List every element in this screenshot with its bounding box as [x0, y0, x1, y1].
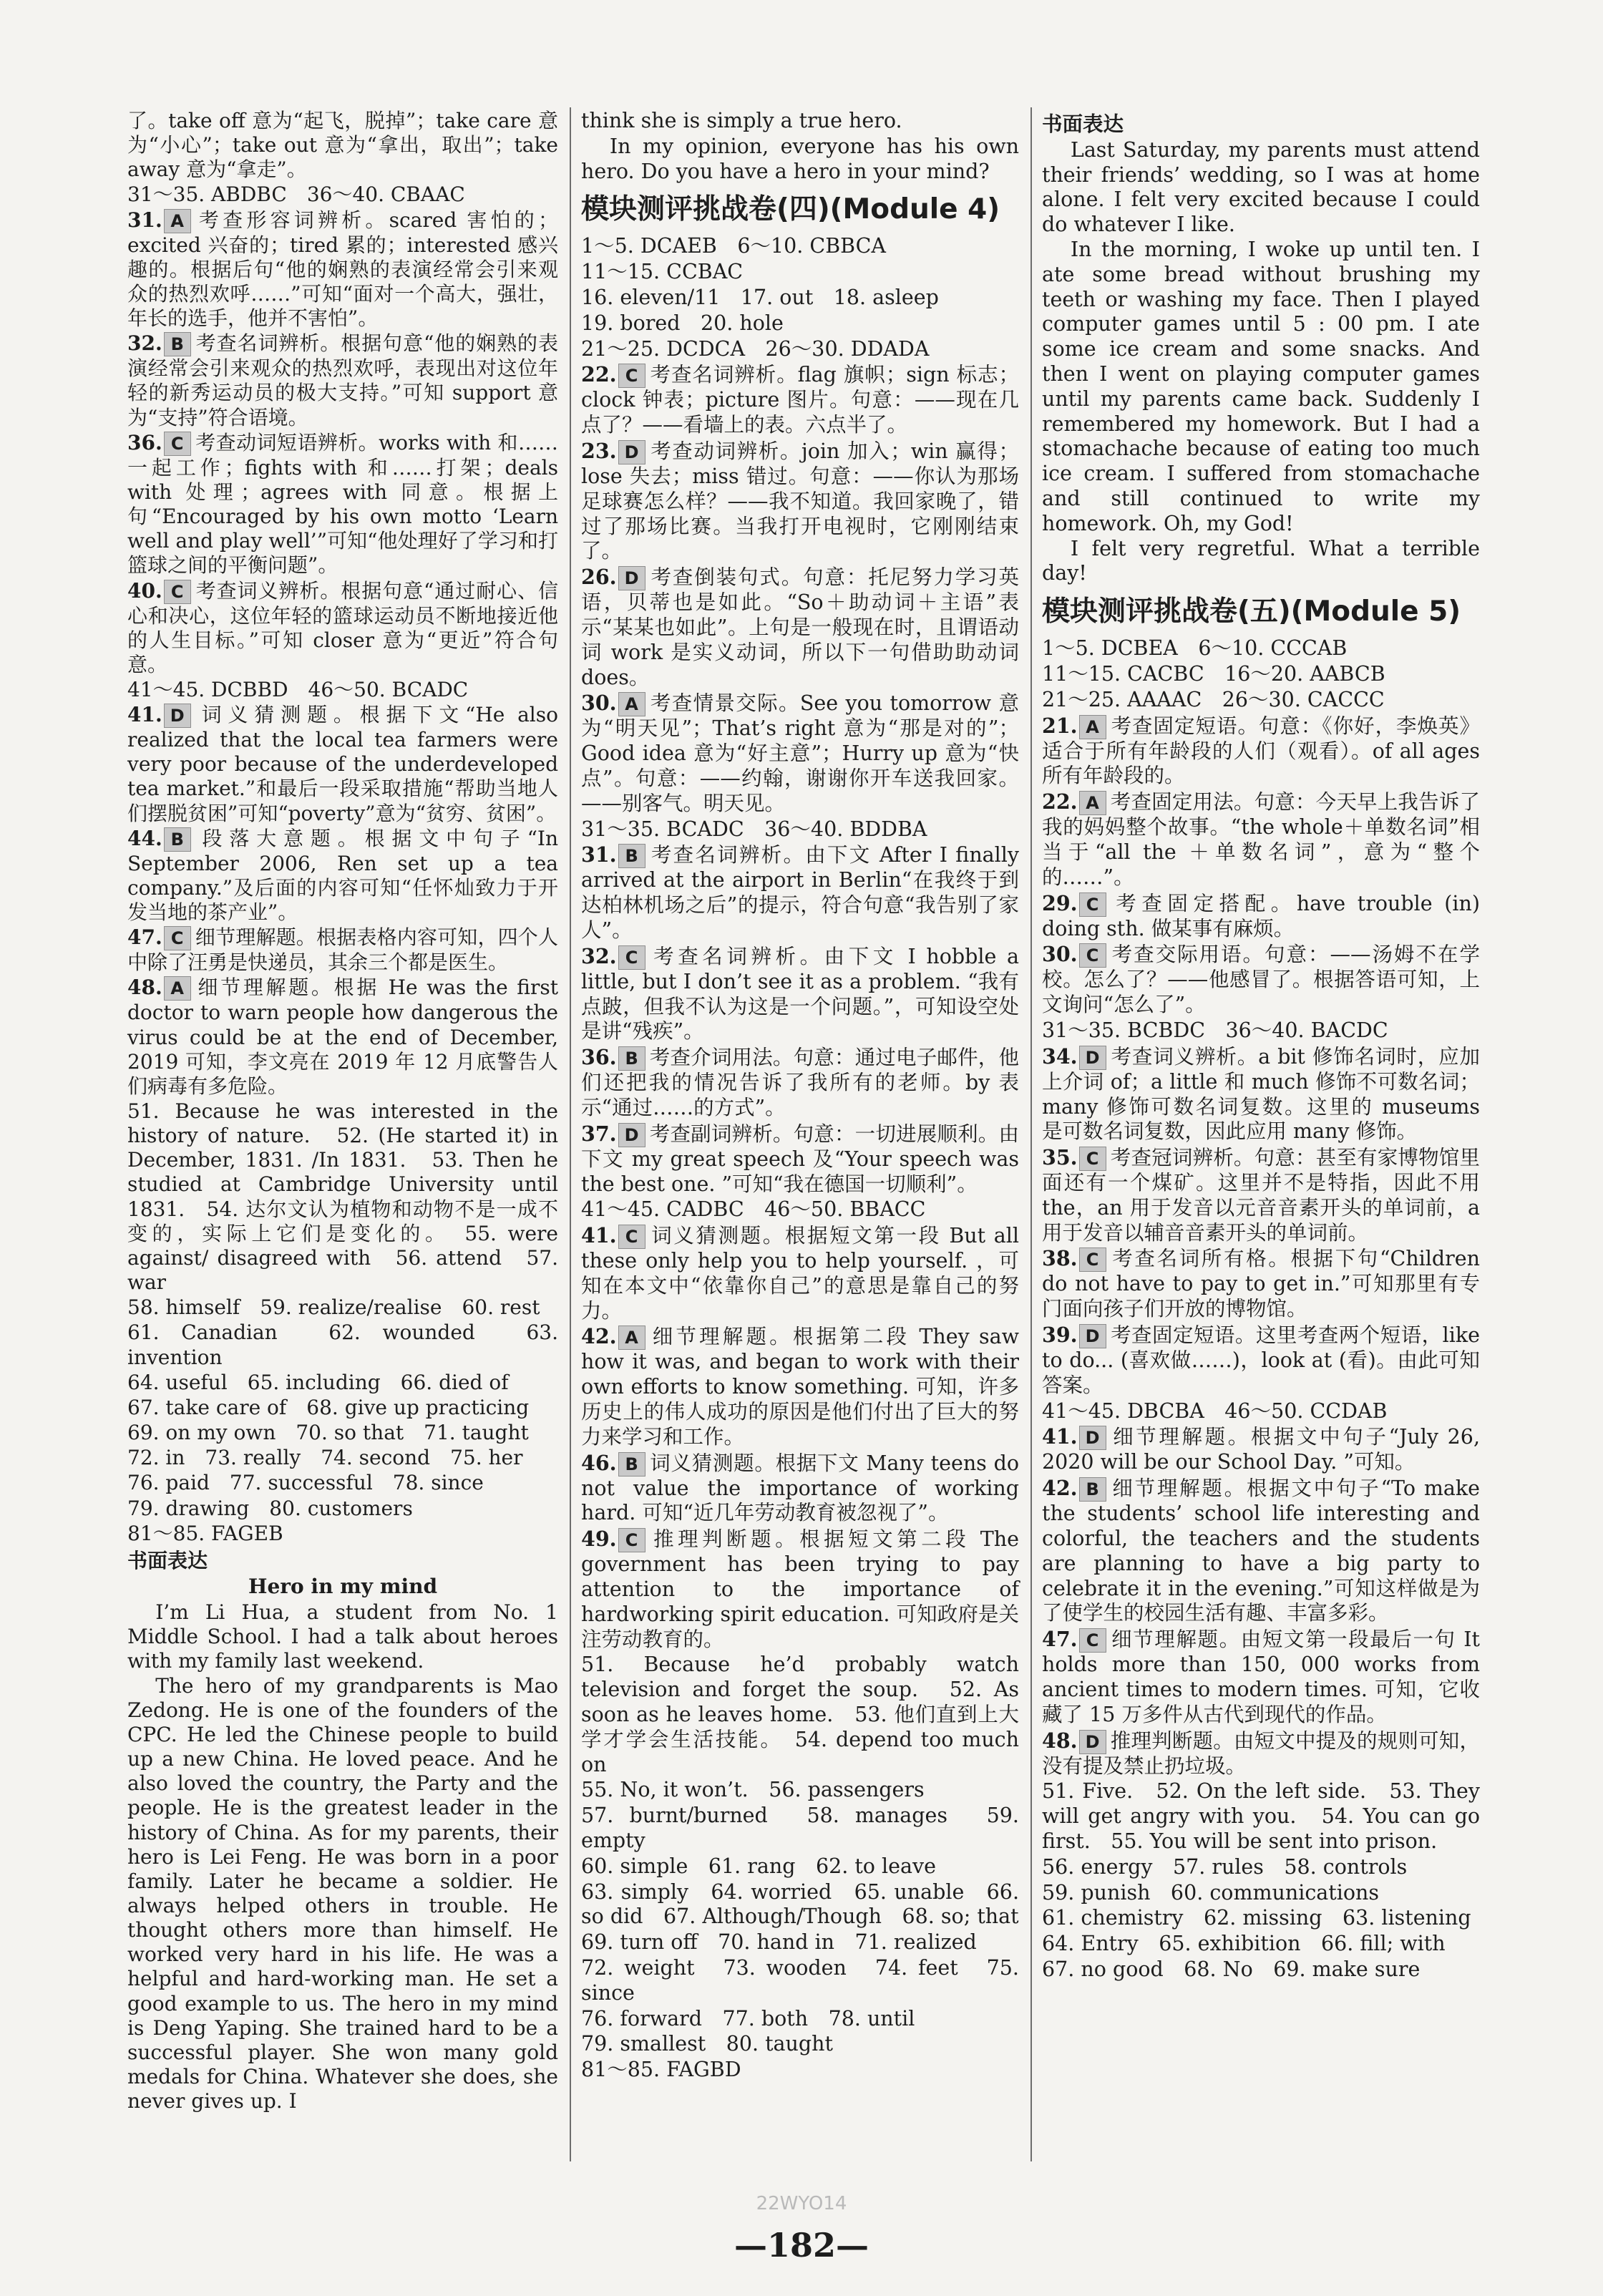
answer-letter-badge: C: [618, 945, 645, 970]
answer-line: 16. eleven/11 17. out 18. asleep: [581, 285, 939, 309]
essay-title: Hero in my mind: [248, 1574, 438, 1598]
essay-paragraph: Last Saturday, my parents must attend their friends’ wedding, so I was at home alone. I felt very excited because I could do whatever I like.: [1042, 137, 1480, 237]
question-number: 30.: [1042, 942, 1078, 967]
explanation-text: 考查名词辨析。flag 旗帜；sign 标志；clock 钟表；picture 图片。句意：——现在几点了？——看墙上的表。六点半了。: [581, 363, 1019, 437]
answer-explanation: [581, 691, 1019, 816]
answer-line: 81～85. FAGBD: [581, 2058, 741, 2082]
explanation-text: 细节理解题。根据表格内容可知，四个人中除了汪勇是快递员，其余三个都是医生。: [127, 925, 558, 975]
answer-line: 51. Because he’d probably watch television and forget the soup. 52. As soon as he leaves home. 53. 他们直到上大学才学会生活技能。 54. depend too much on: [581, 1653, 1019, 1776]
explanation-text: 词义猜测题。根据下文“He also realized that the local tea farmers were very poor because of the underdeveloped tea market.”和最后一段采取措施“帮助当地人们摆脱贫困”可知“poverty”意为“贫穷、贫困”。: [127, 703, 558, 825]
question-number: 21.: [1042, 713, 1078, 738]
answer-letter-badge: A: [1079, 715, 1106, 739]
answer-explanation: [1042, 1424, 1480, 1475]
question-number: 42.: [581, 1324, 617, 1349]
answer-explanation: [127, 827, 558, 925]
answer-explanation: [127, 579, 558, 677]
answer-letter-badge: B: [618, 844, 645, 868]
answer-letter-badge: D: [164, 704, 191, 728]
explanation-text: 考查名词所有格。根据下句“Children do not have to pay to get in.”可知那里有专门面向孩子们开放的博物馆。: [1042, 1247, 1480, 1321]
question-number: 31.: [581, 842, 617, 867]
answer-explanation: [581, 1045, 1019, 1121]
explanation-text: 考查名词辨析。根据句意“他的娴熟的表演经常会引来观众的热烈欢呼，表现出对这位年轻的新秀运动员的极大支持。”可知 support 意为“支持”符合语境。: [127, 331, 558, 429]
answer-explanation: [581, 565, 1019, 690]
answer-letter-badge: C: [1079, 1247, 1106, 1272]
answer-letter-badge: C: [1079, 943, 1106, 968]
column-right: [1042, 109, 1480, 1983]
explanation-text: 考查冠词辨析。句意：甚至有家博物馆里面还有一个煤矿。这里并不是特指，因此不用 the，an 用于发音以元音音素开头的单词前，a 用于发音以辅音音素开头的单词前。: [1042, 1146, 1480, 1245]
question-number: 36.: [581, 1045, 617, 1070]
explanation-text: 考查固定搭配。have trouble (in) doing sth. 做某事有麻烦。: [1042, 891, 1480, 940]
answer-letter-badge: C: [164, 926, 191, 950]
answer-explanation: [127, 331, 558, 429]
answer-line: think she is simply a true hero.: [581, 109, 902, 132]
question-number: 46.: [581, 1450, 617, 1475]
question-number: 30.: [581, 691, 617, 716]
answer-line: 41～45. DCBBD 46～50. BCADC: [127, 677, 469, 701]
answer-explanation: [581, 1223, 1019, 1323]
question-number: 34.: [1042, 1044, 1078, 1069]
question-number: 22.: [581, 362, 617, 387]
answer-explanation: [1042, 1476, 1480, 1626]
answer-line: 21～25. AAAAC 26～30. CACCC: [1042, 687, 1385, 711]
answer-line: 11～15. CCBAC: [581, 260, 744, 284]
answer-line: 64. Entry 65. exhibition 66. fill; with: [1042, 1932, 1446, 1956]
explanation-text: 考查名词辨析。由下文 After I finally arrived at the airport in Berlin“在我终于到达柏林机场之后”的提示，符合句意“我告别了家人”。: [581, 843, 1019, 942]
answer-letter-badge: A: [164, 976, 191, 1001]
answer-explanation: [1042, 942, 1480, 1018]
answer-line: 69. on my own 70. so that 71. taught: [127, 1421, 529, 1445]
question-number: 47.: [1042, 1627, 1078, 1652]
answer-line: 56. energy 57. rules 58. controls: [1042, 1854, 1408, 1879]
explanation-text: 考查倒装句式。句意：托尼努力学习英语，贝蒂也是如此。“So＋助动词＋主语”表示“某某也如此”。上句是一般现在时，且谓语动词 work 是实义动词，所以下一句借助助动词 does。: [581, 565, 1019, 689]
answer-line: 64. useful 65. including 66. died of: [127, 1370, 509, 1394]
column-middle: [581, 109, 1019, 2083]
explanation-text: 考查动词短语辨析。works with 和……一起工作；fights with 和……打架；deals with 处理；agrees with 同意。根据上句“Encouraged by his own motto ‘Learn well and play well’”可知“他处理好了学习和打篮球之间的平衡问题”。: [127, 430, 558, 578]
answer-line: 31～35. ABDBC 36～40. CBAAC: [127, 183, 465, 207]
question-number: 37.: [581, 1121, 617, 1146]
column-left: [127, 109, 558, 2113]
question-number: 38.: [1042, 1246, 1078, 1271]
answer-explanation: [581, 842, 1019, 943]
answer-letter-badge: D: [618, 1123, 645, 1147]
answer-letter-badge: C: [1079, 892, 1106, 917]
answer-explanation: [581, 944, 1019, 1044]
explanation-text: 考查副词辨析。句意：一切进展顺利。由下文 my great speech 及“Your speech was the best one. ”可知“我在德国一切顺利”。: [581, 1122, 1019, 1196]
column-divider: [570, 107, 571, 2161]
essay-paragraph: In the morning, I woke up until ten. I ate some bread without brushing my teeth or washing my face. Then I played computer games until 5 : 00 pm. I ate some ice cream and some snacks. And then I went on playing computer games until my parents came back. Suddenly I remembered my homework. But I had a stomachache because of eating too much ice cream. I suffered from stomachache and still continued to write my homework. Oh, my God!: [1042, 237, 1480, 535]
answer-line: 57. burnt/burned 58. manages 59. empty: [581, 1804, 1019, 1853]
answer-letter-badge: C: [164, 580, 191, 604]
answer-explanation: [581, 1324, 1019, 1449]
answer-explanation: [581, 1122, 1019, 1197]
answer-letter-badge: C: [164, 432, 191, 456]
explanation-text: 考查固定用法。句意：今天早上我告诉了我的妈妈整个故事。“the whole＋单数名词”相当于“all the ＋单数名词”，意为“整个的……”。: [1042, 790, 1480, 889]
explanation-text: 考查情景交际。See you tomorrow 意为“明天见”；That’s right 意为“那是对的”；Good idea 意为“好主意”；Hurry up 意为“快点”。句意：——约翰，谢谢你开车送我回家。——别客气。明天见。: [581, 691, 1019, 815]
essay-paragraph: I’m Li Hua, a student from No. 1 Middle School. I had a talk about heroes with my family last weekend.: [127, 1600, 558, 1673]
answer-explanation: [1042, 1145, 1480, 1245]
question-number: 41.: [1042, 1424, 1078, 1449]
answer-letter-badge: C: [1079, 1628, 1106, 1653]
answer-letter-badge: A: [618, 692, 645, 716]
answer-explanation: [581, 439, 1019, 564]
answer-explanation: [127, 703, 558, 826]
answer-line: 31～35. BCADC 36～40. BDDBA: [581, 817, 927, 841]
explanation-text: 细节理解题。根据文中句子“To make the students’ school life interesting and colorful, the teachers and the students are planning to have a big party to celebrate it in the evening.”可知这样做是为了使学生的校园生活有趣、丰富多彩。: [1042, 1477, 1480, 1625]
page-number: —182—: [734, 2226, 869, 2265]
explanation-text: 词义猜测题。根据短文第一段 But all these only help you to help yourself. ，可知在本文中“依靠你自己”的意思是靠自己的努力。: [581, 1224, 1019, 1323]
explanation-text: 考查词义辨析。a bit 修饰名词时，应加上介词 of；a little 和 much 修饰不可数名词；many 修饰可数名词复数。这里的 museums 是可数名词复数，因此应用 many 修饰。: [1042, 1044, 1480, 1144]
question-number: 47.: [127, 925, 162, 950]
explanation-text: 细节理解题。根据 He was the first doctor to warn people how dangerous the virus could be at the end of December, 2019 可知，李文亮在 2019 年 12 月底警告人们病毒有多危险。: [127, 976, 558, 1098]
question-number: 32.: [581, 943, 617, 968]
column-divider: [1030, 107, 1032, 2161]
answer-line: 79. smallest 80. taught: [581, 2032, 833, 2056]
explanation-text: 考查固定短语。句意：《你好，李焕英》适合于所有年龄段的人们（观看）。of all ages 所有年龄段的。: [1042, 714, 1480, 788]
answer-explanation: [1042, 714, 1480, 789]
answer-letter-badge: C: [618, 1528, 645, 1552]
answer-line: 61. chemistry 62. missing 63. listening: [1042, 1906, 1471, 1930]
answer-explanation: [127, 208, 558, 331]
answer-letter-badge: D: [1079, 1426, 1106, 1450]
question-number: 48.: [127, 976, 162, 1000]
answer-line: 55. No, it won’t. 56. passengers: [581, 1778, 925, 1802]
answer-line: 41～45. CADBC 46～50. BBACC: [581, 1197, 926, 1222]
question-number: 23.: [581, 438, 617, 463]
answer-line: 51. Five. 52. On the left side. 53. They will get angry with you. 54. You can go first. 55. You will be sent into prison.: [1042, 1779, 1480, 1854]
answer-line: 72. in 73. really 74. second 75. her: [127, 1446, 523, 1470]
answer-line: 51. Because he was interested in the history of nature. 52. (He started it) in December, 1831. /In 1831. 53. Then he studied at Cambridge University until 1831. 54. 达尔文认为植物和动物不是一成不变的，实际上它们是变化的。 55. were against/ disagreed with 56. attend 57. war: [127, 1099, 558, 1295]
section-heading: 书面表达: [127, 1548, 208, 1572]
answer-explanation: [1042, 1627, 1480, 1727]
explanation-text: 考查固定短语。这里考查两个短语，like to do... (喜欢做……)，look at (看)。由此可知答案。: [1042, 1323, 1480, 1397]
answer-letter-badge: B: [164, 827, 191, 852]
answer-line: 63. simply 64. worried 65. unable 66. so did 67. Although/Though 68. so; that: [581, 1879, 1019, 1929]
section-heading: 书面表达: [1042, 112, 1124, 136]
test-title: 模块测评挑战卷(五)(Module 5): [1042, 595, 1461, 628]
answer-letter-badge: D: [618, 566, 645, 590]
answer-explanation: [581, 1527, 1019, 1652]
explanation-text: 词义猜测题。根据下文 Many teens do not value the importance of working hard. 可知“近几年劳动教育被忽视了”。: [581, 1451, 1019, 1525]
question-number: 26.: [581, 565, 617, 590]
essay-paragraph: The hero of my grandparents is Mao Zedong. He is one of the founders of the CPC. He led the Chinese people to build up a new China. He loved peace. And he also loved the country, the Party and the people. He is the greatest leader in the history of China. As for my parents, their hero is Lei Feng. He was born in a poor family. Later he became a soldier. He always helped others in trouble. He thought others more than himself. He worked very hard in his life. He was a helpful and hard-working man. He set a good example to us. The hero in my mind is Deng Yaping. She trained hard to be a successful player. She won many gold medals for China. Whatever she does, she never gives up. I: [127, 1673, 558, 2113]
answer-letter-badge: D: [1079, 1730, 1106, 1754]
question-number: 42.: [1042, 1476, 1078, 1501]
question-number: 31.: [127, 208, 162, 232]
answer-explanation: [127, 976, 558, 1099]
question-number: 49.: [581, 1527, 617, 1552]
answer-line: 61. Canadian 62. wounded 63. invention: [127, 1320, 558, 1369]
answer-explanation: [1042, 1728, 1480, 1779]
explanation-text: 细节理解题。根据第二段 They saw how it was, and began to work with their own efforts to know something. 可知，许多历史上的伟人成功的原因是他们付出了巨大的努力来学习和工作。: [581, 1325, 1019, 1449]
answer-letter-badge: A: [618, 1325, 645, 1350]
question-number: 32.: [127, 331, 162, 356]
explanation-text: 考查交际用语。句意：——汤姆不在学校。怎么了？——他感冒了。根据答语可知，上文询问“怎么了”。: [1042, 943, 1480, 1017]
answer-explanation: [1042, 1246, 1480, 1322]
question-number: 36.: [127, 430, 162, 454]
question-number: 40.: [127, 578, 162, 603]
explanation-text: 段落大意题。根据文中句子“In September 2006, Ren set up a tea company.”及后面的内容可知“任怀灿致力于开发当地的茶产业”。: [127, 826, 558, 925]
answer-letter-badge: A: [164, 209, 191, 233]
question-number: 22.: [1042, 789, 1078, 814]
watermark-code: 22WYO14: [756, 2193, 847, 2214]
question-number: 29.: [1042, 890, 1078, 915]
answer-line: 67. no good 68. No 69. make sure: [1042, 1957, 1421, 1982]
answer-line: 1～5. DCAEB 6～10. CBBCA: [581, 234, 886, 258]
answer-explanation: [1042, 1323, 1480, 1398]
explanation-text: 细节理解题。由短文第一段最后一句 It holds more than 150, 000 works from ancient times to modern times. 可知，它收藏了 15 万多件从古代到现代的作品。: [1042, 1628, 1480, 1726]
answer-letter-badge: D: [1079, 1046, 1106, 1070]
answer-letter-badge: B: [618, 1452, 645, 1477]
answer-line: 了。take off 意为“起飞，脱掉”；take care 意为“小心”；take out 意为“拿出，取出”；take away 意为“拿走”。: [127, 109, 558, 182]
answer-letter-badge: C: [1079, 1147, 1106, 1171]
answer-letter-badge: C: [618, 1225, 645, 1249]
answer-line: 76. forward 77. both 78. until: [581, 2006, 915, 2030]
answer-explanation: [127, 431, 558, 578]
question-number: 41.: [127, 703, 162, 727]
answer-line: 1～5. DCBEA 6～10. CCCAB: [1042, 636, 1348, 661]
answer-explanation: [1042, 789, 1480, 890]
question-number: 44.: [127, 826, 162, 850]
test-title: 模块测评挑战卷(四)(Module 4): [581, 193, 1000, 226]
explanation-text: 推理判断题。根据短文第二段 The government has been trying to pay attention to the importance of hardworking spirit education. 可知政府是关注劳动教育的。: [581, 1527, 1019, 1651]
answer-line: 79. drawing 80. customers: [127, 1496, 413, 1520]
answer-letter-badge: A: [1079, 791, 1106, 815]
question-number: 35.: [1042, 1145, 1078, 1170]
answer-line: 31～35. BCBDC 36～40. BACDC: [1042, 1018, 1388, 1042]
answer-line: 67. take care of 68. give up practicing: [127, 1395, 530, 1419]
answer-line: 19. bored 20. hole: [581, 311, 784, 335]
answer-explanation: [1042, 891, 1480, 942]
answer-explanation: [581, 362, 1019, 438]
question-number: 41.: [581, 1223, 617, 1248]
explanation-text: 考查词义辨析。根据句意“通过耐心、信心和决心，这位年轻的篮球运动员不断地接近他的人生目标。”可知 closer 意为“更近”符合句意。: [127, 578, 558, 676]
explanation-text: 考查形容词辨析。scared 害怕的；excited 兴奋的；tired 累的；interested 感兴趣的。根据后句“他的娴熟的表演经常会引来观众的热烈欢呼……”可知“面对一个高大，强壮，年长的选手，他并不害怕”。: [127, 208, 558, 331]
answer-line: 58. himself 59. realize/realise 60. rest: [127, 1295, 540, 1320]
answer-line: 60. simple 61. rang 62. to leave: [581, 1854, 936, 1878]
question-number: 48.: [1042, 1728, 1078, 1753]
answer-line: 81～85. FAGEB: [127, 1521, 283, 1545]
explanation-text: 考查介词用法。句意：通过电子邮件，他们还把我的情况告诉了我所有的老师。by 表示“通过……的方式”。: [581, 1046, 1019, 1119]
answer-line: 76. paid 77. successful 78. since: [127, 1471, 484, 1495]
explanation-text: 细节理解题。根据文中句子“July 26, 2020 will be our School Day. ”可知。: [1042, 1425, 1480, 1474]
answer-line: 69. turn off 70. hand in 71. realized: [581, 1930, 977, 1955]
explanation-text: 考查名词辨析。由下文 I hobble a little, but I don’t see it as a problem. “我有点跛，但我不认为这是一个问题。”，可知设空处是讲“残疾”。: [581, 944, 1019, 1044]
explanation-text: 考查动词辨析。join 加入；win 赢得；lose 失去；miss 错过。句意：——你认为那场足球赛怎么样？——我不知道。我回家晚了，错过了那场比赛。当我打开电视时，它刚刚结束了。: [581, 439, 1019, 563]
answer-letter-badge: B: [1079, 1477, 1106, 1502]
answer-line: 59. punish 60. communications: [1042, 1880, 1379, 1905]
answer-letter-badge: D: [1079, 1324, 1106, 1348]
answer-line: 21～25. DCDCA 26～30. DDADA: [581, 336, 930, 361]
explanation-text: 推理判断题。由短文中提及的规则可知，没有提及禁止扔垃圾。: [1042, 1728, 1480, 1778]
essay-paragraph: I felt very regretful. What a terrible day!: [1042, 536, 1480, 585]
answer-letter-badge: D: [618, 440, 645, 464]
answer-letter-badge: B: [618, 1046, 645, 1071]
answer-explanation: [1042, 1044, 1480, 1144]
answer-explanation: [127, 925, 558, 975]
essay-paragraph: In my opinion, everyone has his own hero. Do you have a hero in your mind?: [581, 134, 1019, 183]
answer-line: 72. weight 73. wooden 74. feet 75. since: [581, 1956, 1019, 2005]
answer-letter-badge: B: [164, 332, 191, 356]
answer-explanation: [581, 1451, 1019, 1527]
question-number: 39.: [1042, 1323, 1078, 1348]
answer-line: 41～45. DBCBA 46～50. CCDAB: [1042, 1398, 1388, 1423]
answer-line: 11～15. CACBC 16～20. AABCB: [1042, 661, 1385, 686]
answer-letter-badge: C: [618, 364, 645, 388]
